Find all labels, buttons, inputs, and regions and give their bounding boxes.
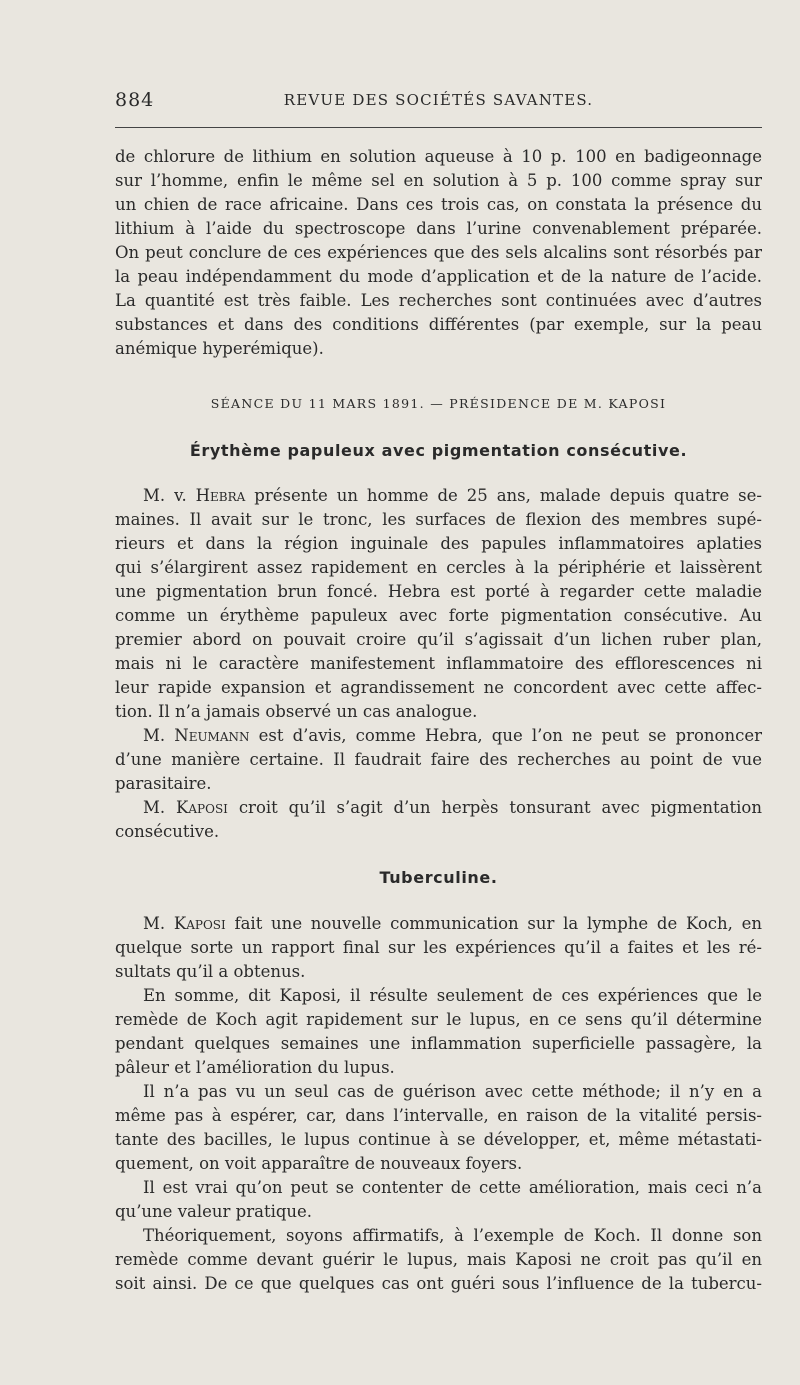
text-line: premier abord on pouvait croire qu’il s’agissait d’un lichen ruber plan, bbox=[115, 630, 762, 649]
text-line: La quantité est très faible. Les recherches sont continuées avec d’autres bbox=[115, 291, 762, 310]
text-line: sultats qu’il a obtenus. bbox=[115, 962, 306, 981]
text-line: quement, on voit apparaître de nouveaux foyers. bbox=[115, 1154, 523, 1173]
person-name-neumann: Neumann bbox=[174, 726, 250, 745]
text-line: leur rapide expansion et agrandissement ne concordent avec cette affec- bbox=[115, 678, 762, 697]
text-line: consécutive. bbox=[115, 822, 220, 841]
text-line: même pas à espérer, car, dans l’intervalle, en raison de la vitalité persis- bbox=[115, 1106, 762, 1125]
person-name-kaposi: Kaposi bbox=[176, 798, 228, 817]
running-title: REVUE DES SOCIÉTÉS SAVANTES. bbox=[283, 91, 594, 109]
header-rule bbox=[115, 127, 762, 128]
text-line: maines. Il avait sur le tronc, les surfaces de flexion des membres supé- bbox=[115, 510, 762, 529]
text-line: la peau indépendamment du mode d’application et de la nature de l’acide. bbox=[115, 267, 762, 286]
text-line: Théoriquement, soyons affirmatifs, à l’exemple de Koch. Il donne son bbox=[143, 1226, 762, 1245]
text-line: On peut conclure de ces expériences que des sels alcalins sont résorbés par bbox=[115, 243, 762, 262]
text-line: En somme, dit Kaposi, il résulte seulement de ces expériences que le bbox=[143, 986, 762, 1005]
text-line: quelque sorte un rapport final sur les expériences qu’il a faites et les ré- bbox=[115, 938, 762, 957]
text-line: qu’une valeur pratique. bbox=[115, 1202, 313, 1221]
text-line: qui s’élargirent assez rapidement en cercles à la périphérie et laissèrent bbox=[115, 558, 762, 577]
text-line: tante des bacilles, le lupus continue à se développer, et, même métastati- bbox=[115, 1130, 762, 1149]
text-line: anémique hyperémique). bbox=[115, 339, 324, 358]
text-line: pendant quelques semaines une inflammation superficielle passagère, la bbox=[115, 1034, 762, 1053]
text-line: un chien de race africaine. Dans ces trois cas, on constata la présence du bbox=[115, 195, 762, 214]
person-name-kaposi: Kaposi bbox=[173, 914, 226, 933]
text-line: M. v. Hebra présente un homme de 25 ans, malade depuis quatre se- bbox=[143, 486, 762, 505]
text-line: d’une manière certaine. Il faudrait faire des recherches au point de vue bbox=[115, 750, 762, 769]
person-name-hebra: Hebra bbox=[195, 486, 246, 505]
text-line: Il est vrai qu’on peut se contenter de cette amélioration, mais ceci n’a bbox=[143, 1178, 762, 1197]
seance-heading: SÉANCE DU 11 MARS 1891. — PRÉSIDENCE DE M. KAPOSI bbox=[210, 396, 667, 411]
text-line: une pigmentation brun foncé. Hebra est porté à regarder cette maladie bbox=[115, 582, 762, 601]
section-title-tuberculine: Tuberculine. bbox=[379, 868, 498, 887]
text-line: M. Neumann est d’avis, comme Hebra, que l’on ne peut se prononcer bbox=[143, 726, 762, 745]
text-line: remède comme devant guérir le lupus, mais Kaposi ne croit pas qu’il en bbox=[115, 1250, 762, 1269]
text-line: comme un érythème papuleux avec forte pigmentation consécutive. Au bbox=[115, 606, 762, 625]
page-number: 884 bbox=[115, 89, 155, 111]
text-line: mais ni le caractère manifestement inflammatoire des efflorescences ni bbox=[115, 654, 762, 673]
text-line: M. Kaposi fait une nouvelle communication sur la lymphe de Koch, en bbox=[143, 914, 762, 933]
text-line: parasitaire. bbox=[115, 774, 212, 793]
text-line: rieurs et dans la région inguinale des papules inflammatoires aplaties bbox=[115, 534, 762, 553]
text-line: Il n’a pas vu un seul cas de guérison avec cette méthode; il n’y en a bbox=[143, 1082, 762, 1101]
text-line: soit ainsi. De ce que quelques cas ont guéri sous l’influence de la tubercu- bbox=[115, 1274, 762, 1293]
text-line: sur l’homme, enfin le même sel en solution à 5 p. 100 comme spray sur bbox=[115, 171, 762, 190]
section-title-erytheme: Érythème papuleux avec pigmentation consécutive. bbox=[189, 441, 688, 460]
running-header bbox=[115, 89, 762, 113]
text-line: lithium à l’aide du spectroscope dans l’urine convenablement préparée. bbox=[115, 219, 762, 238]
text-line: remède de Koch agit rapidement sur le lupus, en ce sens qu’il détermine bbox=[115, 1010, 762, 1029]
text-line: substances et dans des conditions différentes (par exemple, sur la peau bbox=[115, 315, 762, 334]
text-line: de chlorure de lithium en solution aqueuse à 10 p. 100 en badigeonnage bbox=[115, 147, 762, 166]
text-line: tion. Il n’a jamais observé un cas analogue. bbox=[115, 702, 478, 721]
text-line: M. Kaposi croit qu’il s’agit d’un herpès tonsurant avec pigmentation bbox=[143, 798, 762, 817]
text-line: pâleur et l’amélioration du lupus. bbox=[115, 1058, 395, 1077]
